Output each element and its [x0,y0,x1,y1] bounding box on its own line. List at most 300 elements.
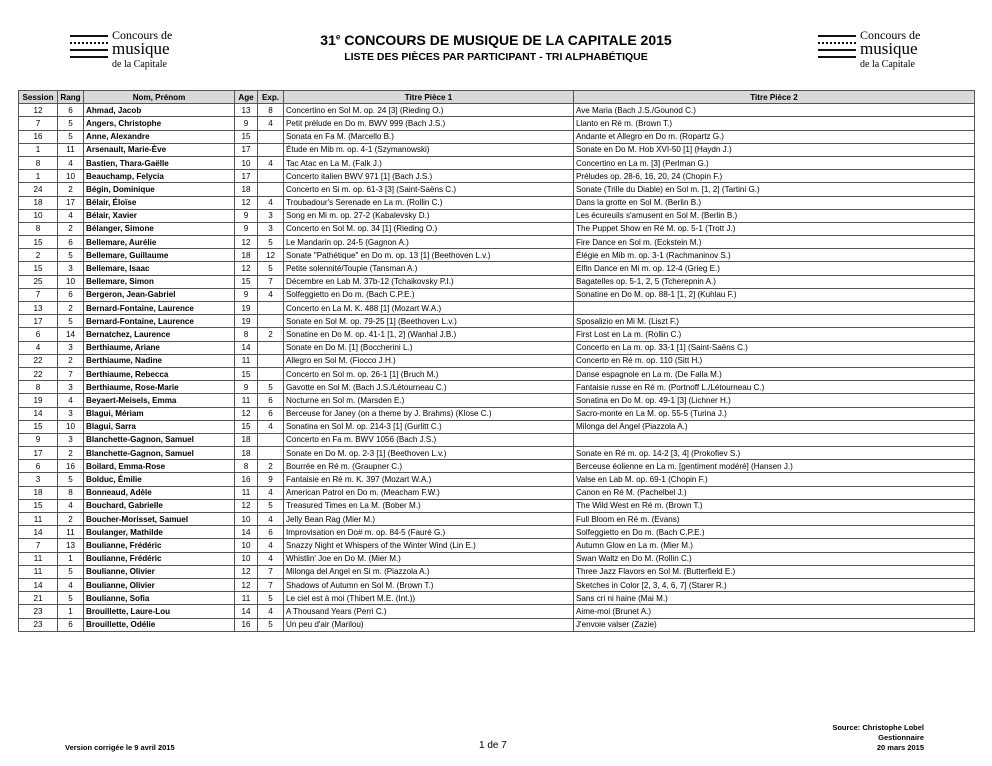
cell-piece2: Swan Waltz en Do M. (Rollin C.) [574,552,975,565]
cell-exp: 4 [258,420,284,433]
cell-rang: 5 [58,565,84,578]
column-header-rang: Rang [58,91,84,104]
cell-rang: 3 [58,407,84,420]
cell-age: 16 [235,618,258,631]
cell-exp: 4 [258,156,284,169]
cell-nom: Berthiaume, Rose-Marie [84,381,235,394]
cell-age: 12 [235,262,258,275]
cell-nom: Blagui, Sarra [84,420,235,433]
table-row [19,143,975,156]
table-row [19,394,975,407]
cell-piece2: Élégie en Mib m. op. 3-1 (Rachmaninov S.) [574,249,975,262]
table-row [19,104,975,117]
cell-age: 10 [235,539,258,552]
cell-piece2: Danse espagnole en La m. (De Falla M.) [574,367,975,380]
title-text: CONCOURS DE MUSIQUE DE LA CAPITALE 2015 [340,32,672,48]
table-row [19,618,975,631]
cell-nom: Bonneaud, Adèle [84,486,235,499]
cell-nom: Beauchamp, Felycia [84,170,235,183]
table-row [19,354,975,367]
cell-age: 17 [235,170,258,183]
cell-piece1: Sonatina en Sol M. op. 214-3 [1] (Gurlitt C.) [284,420,574,433]
cell-piece1: Concerto en Sol M. op. 34 [1] (Rieding O.) [284,222,574,235]
cell-piece1: Un peu d'air (Marilou) [284,618,574,631]
table-row [19,288,975,301]
cell-rang: 7 [58,367,84,380]
cell-exp [258,354,284,367]
cell-piece2: Fantaisie russe en Ré m. (Portnoff L./Létourneau C.) [574,381,975,394]
cell-piece1: Fantaisie en Ré m. K. 397 (Mozart W.A.) [284,473,574,486]
cell-exp: 7 [258,275,284,288]
table-row [19,578,975,591]
cell-piece2: Full Bloom en Ré m. (Evans) [574,513,975,526]
table-row [19,275,975,288]
cell-session: 6 [19,460,58,473]
cell-piece1: Concerto en La M. K. 488 [1] (Mozart W.A.) [284,302,574,315]
table-row [19,513,975,526]
cell-age: 14 [235,605,258,618]
cell-session: 17 [19,315,58,328]
cell-piece2: Milonga del Angel (Piazzola A.) [574,420,975,433]
table-row [19,209,975,222]
cell-piece2: Fire Dance en Sol m. (Eckstein M.) [574,236,975,249]
cell-piece1: Bourrée en Ré m. (Graupner C.) [284,460,574,473]
cell-age: 17 [235,143,258,156]
cell-rang: 4 [58,394,84,407]
cell-nom: Bellemare, Aurélie [84,236,235,249]
cell-piece2: Dans la grotte en Sol M. (Berlin B.) [574,196,975,209]
cell-rang: 3 [58,381,84,394]
cell-piece2: Sonate (Trille du Diable) en Sol m. [1, 2] (Tartini G.) [574,183,975,196]
cell-session: 15 [19,262,58,275]
cell-exp [258,341,284,354]
cell-age: 12 [235,499,258,512]
cell-session: 16 [19,130,58,143]
cell-piece2: Sposalizio en Mi M. (Liszt F.) [574,315,975,328]
cell-piece1: American Patrol en Do m. (Meacham F.W.) [284,486,574,499]
cell-exp [258,447,284,460]
logo-text-line2: musique [112,39,170,58]
cell-piece2: Andante et Allegro en Do m. (Ropartz G.) [574,130,975,143]
cell-session: 11 [19,565,58,578]
table-row [19,592,975,605]
cell-exp: 12 [258,249,284,262]
cell-piece1: Concertino en Sol M. op. 24 [3] (Rieding O.) [284,104,574,117]
table-row [19,328,975,341]
cell-nom: Bélair, Éloïse [84,196,235,209]
cell-nom: Bergeron, Jean-Gabriel [84,288,235,301]
table-row [19,460,975,473]
cell-piece2: Sacro-monte en La M. op. 55-5 (Turina J.) [574,407,975,420]
cell-session: 7 [19,539,58,552]
cell-rang: 4 [58,499,84,512]
cell-piece1: Improvisation en Do# m. op. 84-5 (Fauré G.) [284,526,574,539]
cell-age: 18 [235,433,258,446]
cell-nom: Boulianne, Olivier [84,578,235,591]
cell-session: 1 [19,170,58,183]
cell-nom: Bégin, Dominique [84,183,235,196]
cell-rang: 2 [58,447,84,460]
cell-piece1: Berceuse for Janey (on a theme by J. Brahms) (Klose C.) [284,407,574,420]
cell-piece2: The Puppet Show en Ré M. op. 5-1 (Trott J.) [574,222,975,235]
cell-exp: 2 [258,328,284,341]
cell-rang: 11 [58,143,84,156]
cell-piece1: Petite solennité/Toupie (Tansman A.) [284,262,574,275]
cell-age: 11 [235,592,258,605]
cell-rang: 11 [58,526,84,539]
title-number: 31 [320,32,336,48]
column-header-exp: Exp. [258,91,284,104]
cell-session: 17 [19,447,58,460]
cell-rang: 5 [58,130,84,143]
cell-age: 19 [235,315,258,328]
column-header-age: Age [235,91,258,104]
cell-piece1: Concerto en Sol m. op. 26-1 [1] (Bruch M.) [284,367,574,380]
cell-session: 15 [19,499,58,512]
cell-age: 18 [235,447,258,460]
cell-piece2: Concerto en La m. op. 33-1 [1] (Saint-Saëns C.) [574,341,975,354]
cell-session: 12 [19,104,58,117]
cell-rang: 2 [58,183,84,196]
cell-age: 10 [235,513,258,526]
cell-piece2: Sketches in Color [2, 3, 4, 6, 7] (Starer R.) [574,578,975,591]
cell-age: 9 [235,288,258,301]
cell-nom: Bellemare, Simon [84,275,235,288]
cell-session: 18 [19,486,58,499]
cell-nom: Boulianne, Sofia [84,592,235,605]
table-row [19,499,975,512]
cell-exp: 5 [258,262,284,275]
table-row [19,407,975,420]
cell-nom: Bernatchez, Laurence [84,328,235,341]
cell-nom: Ahmad, Jacob [84,104,235,117]
logo-text-line3: de la Capitale [112,59,167,70]
cell-exp: 2 [258,460,284,473]
cell-session: 2 [19,249,58,262]
cell-age: 9 [235,381,258,394]
cell-nom: Bolduc, Émilie [84,473,235,486]
cell-nom: Boulanger, Mathilde [84,526,235,539]
cell-piece2: Les écureuils s'amusent en Sol M. (Berlin B.) [574,209,975,222]
cell-piece2: Sonate en Ré m. op. 14-2 [3, 4] (Prokofiev S.) [574,447,975,460]
cell-exp: 6 [258,407,284,420]
cell-rang: 14 [58,328,84,341]
cell-nom: Brouillette, Laure-Lou [84,605,235,618]
logo-text-line1: Concours de [112,28,173,42]
cell-piece2: Canon en Ré M. (Pachelbel J.) [574,486,975,499]
cell-session: 1 [19,143,58,156]
cell-piece1: Concerto en Fa m. BWV 1056 (Bach J.S.) [284,433,574,446]
cell-exp [258,130,284,143]
cell-rang: 13 [58,539,84,552]
cell-session: 18 [19,196,58,209]
cell-nom: Boucher-Morisset, Samuel [84,513,235,526]
cell-nom: Bélanger, Simone [84,222,235,235]
cell-session: 23 [19,618,58,631]
cell-session: 14 [19,526,58,539]
cell-piece1: Solfeggietto en Do m. (Bach C.P.E.) [284,288,574,301]
cell-nom: Arsenault, Marie-Ève [84,143,235,156]
cell-age: 14 [235,341,258,354]
cell-rang: 3 [58,433,84,446]
cell-rang: 2 [58,222,84,235]
cell-exp: 5 [258,236,284,249]
cell-age: 9 [235,222,258,235]
cell-piece2: Bagatelles op. 5-1, 2, 5 (Tcherepnin A.) [574,275,975,288]
table-body [19,104,975,632]
cell-age: 16 [235,473,258,486]
cell-age: 8 [235,328,258,341]
footer-source [832,723,924,753]
table-row [19,565,975,578]
cell-age: 15 [235,130,258,143]
cell-nom: Berthiaume, Ariane [84,341,235,354]
table-row [19,526,975,539]
cell-age: 18 [235,249,258,262]
cell-piece1: Le ciel est à moi (Thibert M.E. (Int.)) [284,592,574,605]
cell-rang: 6 [58,236,84,249]
cell-rang: 16 [58,460,84,473]
cell-rang: 2 [58,354,84,367]
cell-session: 21 [19,592,58,605]
footer-page-number: 1 de 7 [479,740,507,751]
table-row [19,196,975,209]
cell-piece2: Solfeggietto en Do m. (Bach C.P.E.) [574,526,975,539]
table-row [19,473,975,486]
cell-rang: 3 [58,262,84,275]
cell-rang: 5 [58,473,84,486]
cell-piece2: Three Jazz Flavors en Sol M. (Butterfield E.) [574,565,975,578]
table-row [19,130,975,143]
cell-nom: Boulianne, Olivier [84,565,235,578]
table-row [19,367,975,380]
cell-session: 25 [19,275,58,288]
cell-piece1: Sonate en Do M. [1] (Boccherini L.) [284,341,574,354]
cell-piece2: Berceuse éolienne en La m. [gentiment modéré] (Hansen J.) [574,460,975,473]
cell-session: 8 [19,381,58,394]
cell-exp [258,367,284,380]
cell-age: 12 [235,407,258,420]
cell-exp: 7 [258,578,284,591]
table-row [19,156,975,169]
title-superscript: e [335,32,341,42]
cell-rang: 6 [58,104,84,117]
cell-session: 11 [19,513,58,526]
cell-exp: 5 [258,499,284,512]
cell-rang: 17 [58,196,84,209]
cell-nom: Boulianne, Frédéric [84,539,235,552]
table-row [19,539,975,552]
page-subtitle: LISTE DES PIÈCES PAR PARTICIPANT - TRI ALPHABÉTIQUE [344,51,648,63]
cell-session: 22 [19,354,58,367]
cell-exp [258,170,284,183]
cell-exp: 6 [258,526,284,539]
cell-age: 11 [235,394,258,407]
table-row [19,420,975,433]
cell-piece1: Sonata en Fa M. (Marcello B.) [284,130,574,143]
table-row [19,302,975,315]
cell-age: 15 [235,275,258,288]
cell-age: 13 [235,104,258,117]
cell-age: 9 [235,117,258,130]
cell-piece2: Sans cri ni haine (Mai M.) [574,592,975,605]
cell-piece2: Concertino en La m. [3] (Perlman G.) [574,156,975,169]
cell-age: 18 [235,183,258,196]
cell-session: 14 [19,578,58,591]
cell-piece2: Préludes op. 28-6, 16, 20, 24 (Chopin F.) [574,170,975,183]
cell-nom: Berthiaume, Rebecca [84,367,235,380]
cell-piece1: Snazzy Night et Whispers of the Winter Wind (Lin E.) [284,539,574,552]
cell-rang: 5 [58,592,84,605]
cell-exp [258,315,284,328]
footer-role-line: Gestionnaire [878,733,924,742]
cell-rang: 6 [58,288,84,301]
table-row [19,315,975,328]
cell-exp [258,143,284,156]
cell-piece2: Llanto en Ré m. (Brown T.) [574,117,975,130]
cell-piece1: A Thousand Years (Perri C.) [284,605,574,618]
cell-session: 8 [19,222,58,235]
cell-piece1: Le Mandarin op. 24-5 (Gagnon A.) [284,236,574,249]
cell-session: 22 [19,367,58,380]
cell-session: 9 [19,433,58,446]
cell-age: 12 [235,236,258,249]
cell-age: 15 [235,420,258,433]
cell-rang: 3 [58,341,84,354]
table-row [19,262,975,275]
cell-age: 14 [235,526,258,539]
cell-exp: 8 [258,104,284,117]
participants-table [18,90,975,632]
cell-age: 10 [235,552,258,565]
cell-piece2: Sonatine en Do M. op. 88-1 [1, 2] (Kuhlau F.) [574,288,975,301]
cell-piece1: Shadows of Autumn en Sol M. (Brown T.) [284,578,574,591]
cell-rang: 5 [58,117,84,130]
cell-piece1: Sonate en Sol M. op. 79-25 [1] (Beethoven L.v.) [284,315,574,328]
cell-exp: 5 [258,592,284,605]
cell-exp: 5 [258,381,284,394]
footer-date-line: 20 mars 2015 [876,743,924,752]
cell-session: 15 [19,236,58,249]
cell-session: 3 [19,473,58,486]
cell-exp: 4 [258,605,284,618]
cell-session: 14 [19,407,58,420]
cell-age: 9 [235,209,258,222]
cell-piece1: Troubadour's Serenade en La m. (Rollin C.) [284,196,574,209]
cell-exp [258,302,284,315]
cell-age: 11 [235,486,258,499]
cell-piece2: Sonate en Do M. Hob XVI-50 [1] (Haydn J.) [574,143,975,156]
cell-rang: 4 [58,578,84,591]
cell-nom: Bernard-Fontaine, Laurence [84,315,235,328]
cell-piece1: Petit prélude en Do m. BWV 999 (Bach J.S.) [284,117,574,130]
cell-piece2: Valse en Lab M. op. 69-1 (Chopin F.) [574,473,975,486]
cell-nom: Beyaert-Meisels, Emma [84,394,235,407]
cell-rang: 8 [58,486,84,499]
cell-nom: Boulianne, Frédéric [84,552,235,565]
cell-nom: Bastien, Thara-Gaëlle [84,156,235,169]
logo-text-line1: Concours de [860,28,921,42]
cell-nom: Boilard, Emma-Rose [84,460,235,473]
cell-piece2: Elfin Dance en Mi m. op. 12-4 (Grieg E.) [574,262,975,275]
cell-nom: Berthiaume, Nadine [84,354,235,367]
cell-exp: 9 [258,473,284,486]
cell-piece1: Gavotte en Sol M. (Bach J.S./Létourneau C.) [284,381,574,394]
cell-rang: 2 [58,513,84,526]
cell-session: 10 [19,209,58,222]
cell-piece2 [574,433,975,446]
cell-rang: 10 [58,275,84,288]
table-row [19,433,975,446]
table-row [19,117,975,130]
cell-piece1: Jelly Bean Rag (Mier M.) [284,513,574,526]
cell-exp: 4 [258,513,284,526]
page-title [0,32,992,48]
cell-rang: 4 [58,209,84,222]
cell-piece1: Sonatine en Do M. op. 41-1 [1, 2] (Wanhal J.B.) [284,328,574,341]
cell-rang: 2 [58,302,84,315]
table-row [19,236,975,249]
cell-piece2: The Wild West en Ré m. (Brown T.) [574,499,975,512]
cell-nom: Blanchette-Gagnon, Samuel [84,433,235,446]
cell-exp [258,183,284,196]
cell-piece1: Concerto italien BWV 971 [1] (Bach J.S.) [284,170,574,183]
cell-exp: 4 [258,552,284,565]
table-row [19,170,975,183]
table-row [19,447,975,460]
cell-piece1: Concerto en Si m. op. 61-3 [3] (Saint-Saëns C.) [284,183,574,196]
cell-exp: 3 [258,222,284,235]
cell-piece2: Ave Maria (Bach J.S./Gounod C.) [574,104,975,117]
cell-nom: Angers, Christophe [84,117,235,130]
cell-rang: 1 [58,605,84,618]
cell-piece1: Tac Atac en La M. (Falk J.) [284,156,574,169]
cell-piece2: Autumn Glow en La m. (Mier M.) [574,539,975,552]
table-row [19,552,975,565]
cell-piece1: Song en Mi m. op. 27-2 (Kabalevsky D.) [284,209,574,222]
cell-age: 11 [235,354,258,367]
cell-rang: 10 [58,170,84,183]
cell-rang: 5 [58,315,84,328]
cell-exp: 3 [258,209,284,222]
cell-exp: 6 [258,394,284,407]
column-header-session: Session [19,91,58,104]
cell-piece2: Concerto en Ré m. op. 110 (Sitt H.) [574,354,975,367]
cell-nom: Bouchard, Gabrielle [84,499,235,512]
cell-piece2: First Lost en La m. (Rollin C.) [574,328,975,341]
cell-age: 12 [235,565,258,578]
cell-rang: 6 [58,618,84,631]
cell-rang: 1 [58,552,84,565]
footer-source-line: Source: Christophe Lobel [832,723,924,732]
cell-session: 4 [19,341,58,354]
cell-session: 7 [19,288,58,301]
cell-session: 15 [19,420,58,433]
cell-piece1: Sonate "Pathétique" en Do m. op. 13 [1] (Beethoven L.v.) [284,249,574,262]
cell-session: 24 [19,183,58,196]
cell-piece2: Aime-moi (Brunet A.) [574,605,975,618]
cell-exp: 4 [258,288,284,301]
cell-piece1: Allegro en Sol M. (Fiocco J.H.) [284,354,574,367]
cell-nom: Bernard-Fontaine, Laurence [84,302,235,315]
cell-piece1: Milonga del Angel en Si m. (Piazzola A.) [284,565,574,578]
logo-text-line2: musique [860,39,918,58]
cell-session: 13 [19,302,58,315]
cell-age: 8 [235,460,258,473]
cell-piece1: Whistlin' Joe en Do M. (Mier M.) [284,552,574,565]
table-row [19,381,975,394]
cell-rang: 5 [58,249,84,262]
